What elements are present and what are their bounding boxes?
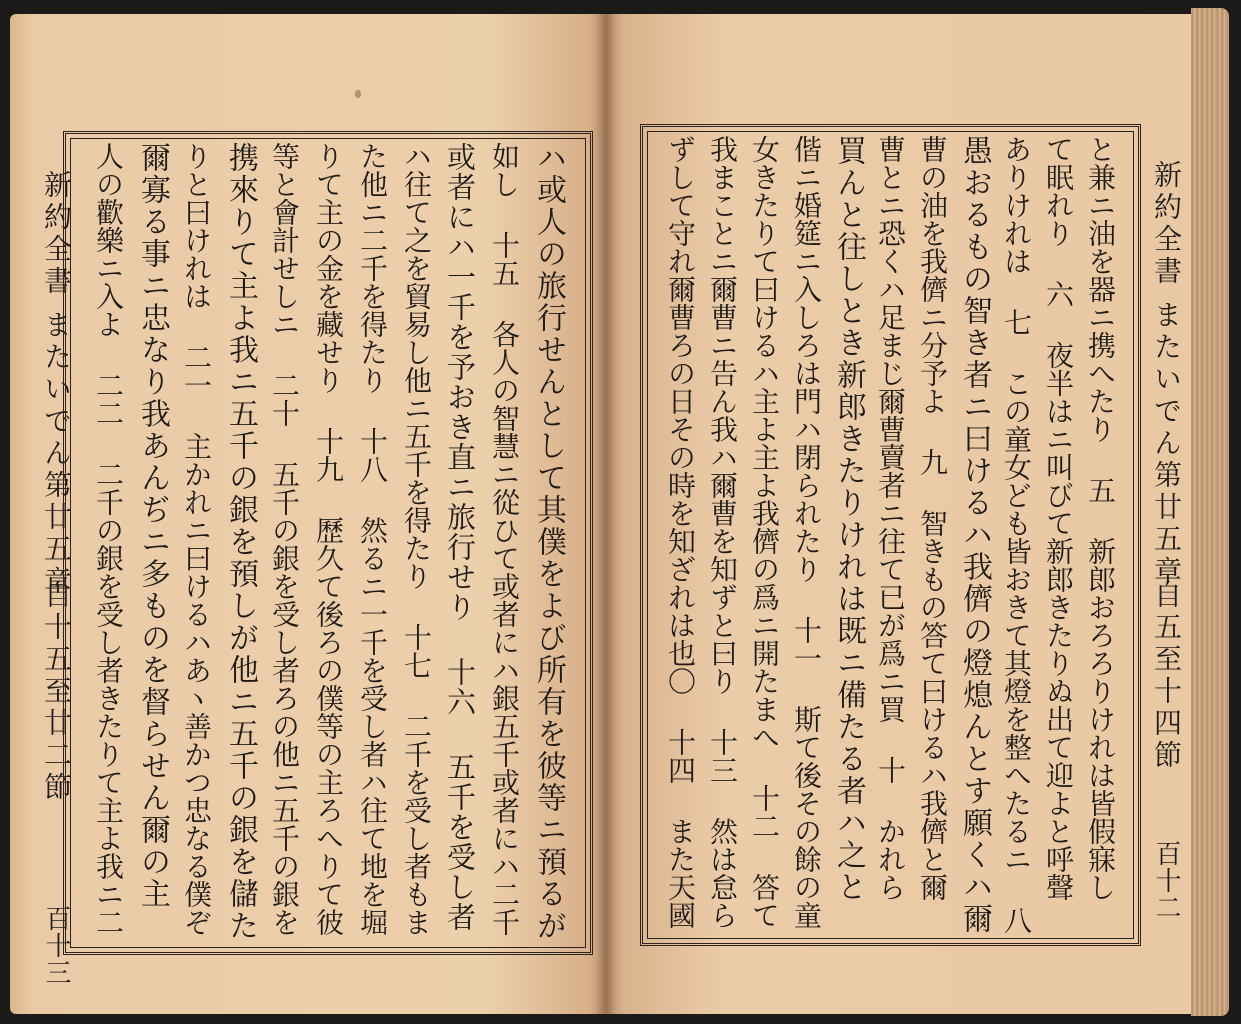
text-column: た他ニ二千を得たり 十八 然るニ一千を受し者ハ往て地を堀	[356, 142, 389, 936]
text-column: りて主の金を藏せり 十九 歷久て後ろの僕等の主ろへりて彼	[312, 142, 345, 936]
page-edges	[1191, 8, 1229, 1016]
right-header-chapter: またいでん第廿五章	[1150, 300, 1183, 588]
text-column: りと曰けれは 二一 主かれニ曰けるハあヽ善かつ忠なる僕ぞ	[180, 142, 213, 936]
text-column: 愚おるもの智き者ニ曰けるハ我儕の燈熄んとす願くハ爾	[957, 135, 992, 935]
text-column: ありけれは 七 この童女ども皆おきて其燈を整へたるニ 八	[1000, 135, 1033, 934]
paper-stain	[355, 90, 361, 98]
left-header-title: 新約全書	[40, 170, 73, 298]
text-column: 携來りて主よ我ニ五千の銀を預しが他ニ五千の銀を儲た	[223, 142, 258, 942]
text-column: 爾寡る事ニ忠なり我あんぢニ多ものを督らせん爾の主	[135, 142, 170, 910]
left-header-chapter: またいでん第廿五章	[40, 310, 73, 598]
right-header-verses: 自五至十四節	[1150, 580, 1183, 772]
text-column: 曹とニ恐くハ足まじ爾曹賣者ニ往て已が爲ニ買 十 かれら	[874, 135, 907, 901]
left-page-number: 百十三	[41, 905, 71, 986]
text-column: 曹の油を我儕ニ分予よ 九 智きもの答て曰けるハ我儕と爾	[916, 135, 949, 901]
right-page-number: 百十二	[1151, 840, 1181, 921]
text-column: て眠れり 六 夜半はニ叫びて新郎きたりぬ出て迎よと呼聲	[1042, 135, 1075, 901]
text-column: 女きたりて曰けるハ主よ主よ我儕の爲ニ開たまへ 十二 答て	[748, 135, 781, 929]
text-column: 我まことニ爾曹ニ告ん我ハ爾曹を知ずと曰り 十三 然は怠ら	[706, 135, 739, 929]
text-column: ハ或人の旅行せんとして其僕をよび所有を彼等ニ預るが	[531, 142, 566, 942]
text-column: 買んと往しとき新郎きたりけれは既ニ備たる者ハ之と	[831, 135, 866, 903]
text-column: と兼ニ油を器ニ携へたり 五 新郎おろろりけれは皆假寐し	[1084, 135, 1117, 901]
left-header-verses: 自十五至廿二節	[40, 580, 73, 804]
right-header-title: 新約全書	[1150, 160, 1183, 288]
text-column: 如し 十五 各人の智慧ニ從ひて或者にハ銀五千或者にハ二千	[488, 142, 521, 936]
book-gutter	[596, 14, 616, 1014]
text-column: 或者にハ一千を予おき直ニ旅行せり 十六 五千を受し者	[443, 142, 477, 932]
text-column: 等と會計せしニ 二十 五千の銀を受し者ろの他ニ五千の銀を	[268, 142, 301, 936]
text-column: 人の歡樂ニ入よ 二二 二千の銀を受し者きたりて主よ我ニ二	[92, 142, 125, 936]
left-text-frame	[63, 131, 593, 955]
text-column: ずして守れ爾曹ろの日その時を知ざれは也〇 十四 また天國	[664, 135, 697, 929]
text-column: 偕ニ婚筵ニ入しろは門ハ閉られたり 十一 斯て後その餘の童	[790, 135, 823, 929]
right-text-frame	[640, 124, 1141, 946]
text-column: ハ往て之を貿易し他ニ五千を得たり 十七 二千を受し者もま	[400, 142, 433, 936]
